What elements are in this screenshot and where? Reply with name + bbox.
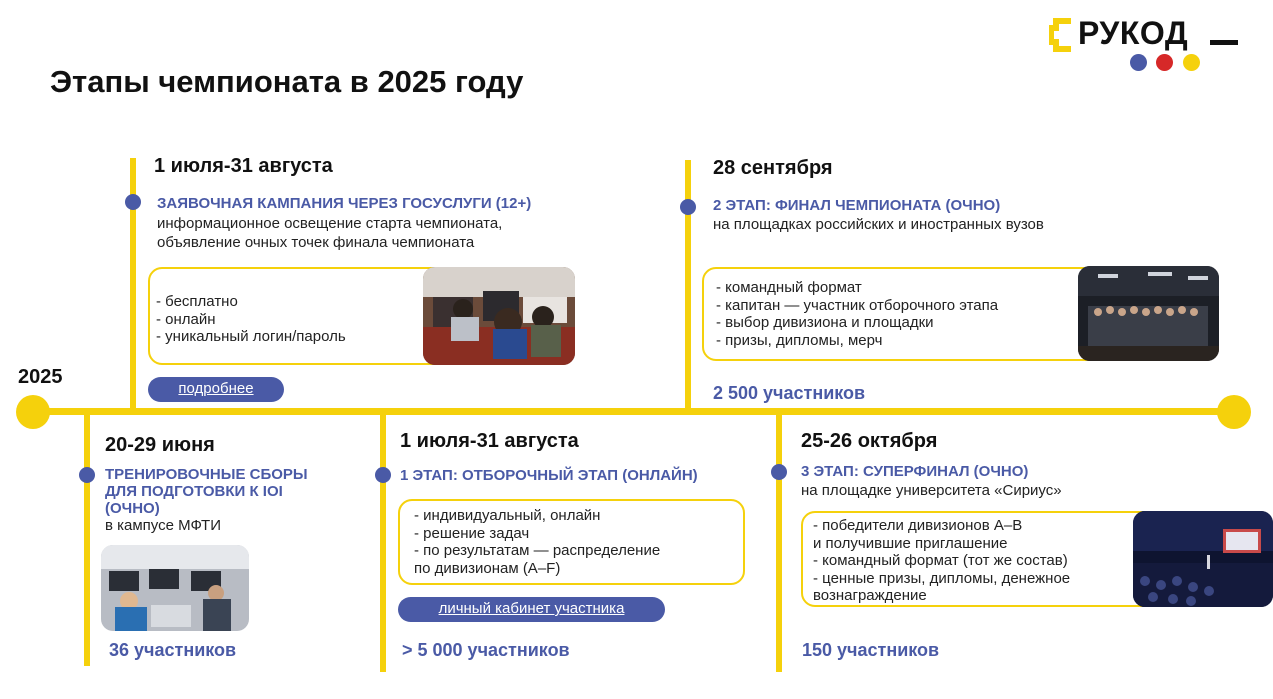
timeline-year: 2025: [18, 366, 63, 388]
logo-bracket-icon: [1049, 18, 1079, 52]
list-item: вознаграждение: [813, 587, 927, 604]
training-dot: [79, 467, 95, 483]
final-dot: [680, 199, 696, 215]
superfinal-date: 25-26 октября: [801, 430, 938, 452]
logo-underscore: [1210, 40, 1238, 45]
training-heading-line: ДЛЯ ПОДГОТОВКИ К IOI: [105, 483, 283, 500]
superfinal-photo-auditorium: [1133, 511, 1273, 607]
list-item: и получившие приглашение: [813, 534, 1008, 552]
superfinal-desc: на площадке университета «Сириус»: [801, 482, 1062, 499]
list-item: - победители дивизионов A–B: [813, 517, 1023, 534]
list-item: - индивидуальный, онлайн: [414, 507, 601, 524]
qualifying-heading: 1 ЭТАП: ОТБОРОЧНЫЙ ЭТАП (ОНЛАЙН): [400, 467, 698, 484]
registration-desc-line: объявление очных точек финала чемпионата: [157, 234, 475, 251]
list-item: - командный формат: [716, 279, 862, 296]
vline-superfinal: [776, 414, 782, 672]
list-item: - бесплатно: [156, 293, 238, 310]
registration-heading: ЗАЯВОЧНАЯ КАМПАНИЯ ЧЕРЕЗ ГОСУСЛУГИ (12+): [157, 195, 532, 212]
list-item: - командный формат (тот же состав): [813, 552, 1068, 569]
training-count: 36 участников: [109, 640, 237, 660]
list-item: - выбор дивизиона и площадки: [716, 314, 934, 331]
vline-final: [685, 160, 691, 410]
list-item: - капитан — участник отборочного этапа: [716, 296, 999, 314]
qualifying-count: > 5 000 участников: [402, 640, 570, 660]
superfinal-bullets: [813, 517, 1070, 605]
training-photo-classroom: [101, 545, 249, 631]
superfinal-heading: 3 ЭТАП: СУПЕРФИНАЛ (ОЧНО): [801, 463, 1029, 480]
timeline-line: [35, 408, 1235, 415]
list-item: по дивизионам (A–F): [414, 559, 561, 577]
qualifying-dot: [375, 467, 391, 483]
qualifying-date: 1 июля-31 августа: [400, 430, 579, 452]
list-item: - онлайн: [156, 310, 216, 328]
timeline-start-circle: [16, 395, 50, 429]
logo-dot-blue: [1130, 54, 1147, 71]
training-heading: [105, 466, 308, 517]
registration-bullets: [156, 293, 346, 346]
participant-account-button[interactable]: личный кабинет участника: [398, 597, 665, 622]
logo-text: РУКОД: [1078, 15, 1189, 51]
qualifying-bullets: [414, 507, 660, 577]
registration-date: 1 июля-31 августа: [154, 155, 333, 177]
registration-more-button[interactable]: подробнее: [148, 377, 284, 402]
list-item: - ценные призы, дипломы, денежное: [813, 569, 1071, 587]
training-heading-line: (ОЧНО): [105, 500, 160, 517]
vline-training: [84, 414, 90, 666]
final-desc: на площадках российских и иностранных вузов: [713, 216, 1044, 233]
final-count: 2 500 участников: [713, 383, 866, 403]
logo-dot-red: [1156, 54, 1173, 71]
list-item: - призы, дипломы, мерч: [716, 331, 883, 349]
list-item: - по результатам — распределение: [414, 542, 661, 559]
training-desc: в кампусе МФТИ: [105, 517, 221, 534]
list-item: - уникальный логин/пароль: [156, 328, 346, 345]
superfinal-count: 150 участников: [802, 640, 940, 660]
qualifying-info-box: [398, 499, 745, 585]
logo-dot-yellow: [1183, 54, 1200, 71]
final-photo-group: [1078, 266, 1219, 361]
page-title: Этапы чемпионата в 2025 году: [50, 64, 524, 99]
final-date: 28 сентября: [713, 157, 833, 179]
superfinal-dot: [771, 464, 787, 480]
registration-desc-line: информационное освещение старта чемпионата,: [157, 215, 503, 232]
vline-qualifying: [380, 414, 386, 672]
training-date: 20-29 июня: [105, 434, 215, 456]
training-heading-line: ТРЕНИРОВОЧНЫЕ СБОРЫ: [105, 466, 308, 483]
timeline-end-circle: [1217, 395, 1251, 429]
registration-desc: [157, 214, 502, 252]
final-heading: 2 ЭТАП: ФИНАЛ ЧЕМПИОНАТА (ОЧНО): [713, 197, 1001, 214]
final-bullets: [716, 279, 998, 349]
registration-dot: [125, 194, 141, 210]
registration-photo-students: [423, 267, 575, 365]
list-item: - решение задач: [414, 524, 530, 542]
